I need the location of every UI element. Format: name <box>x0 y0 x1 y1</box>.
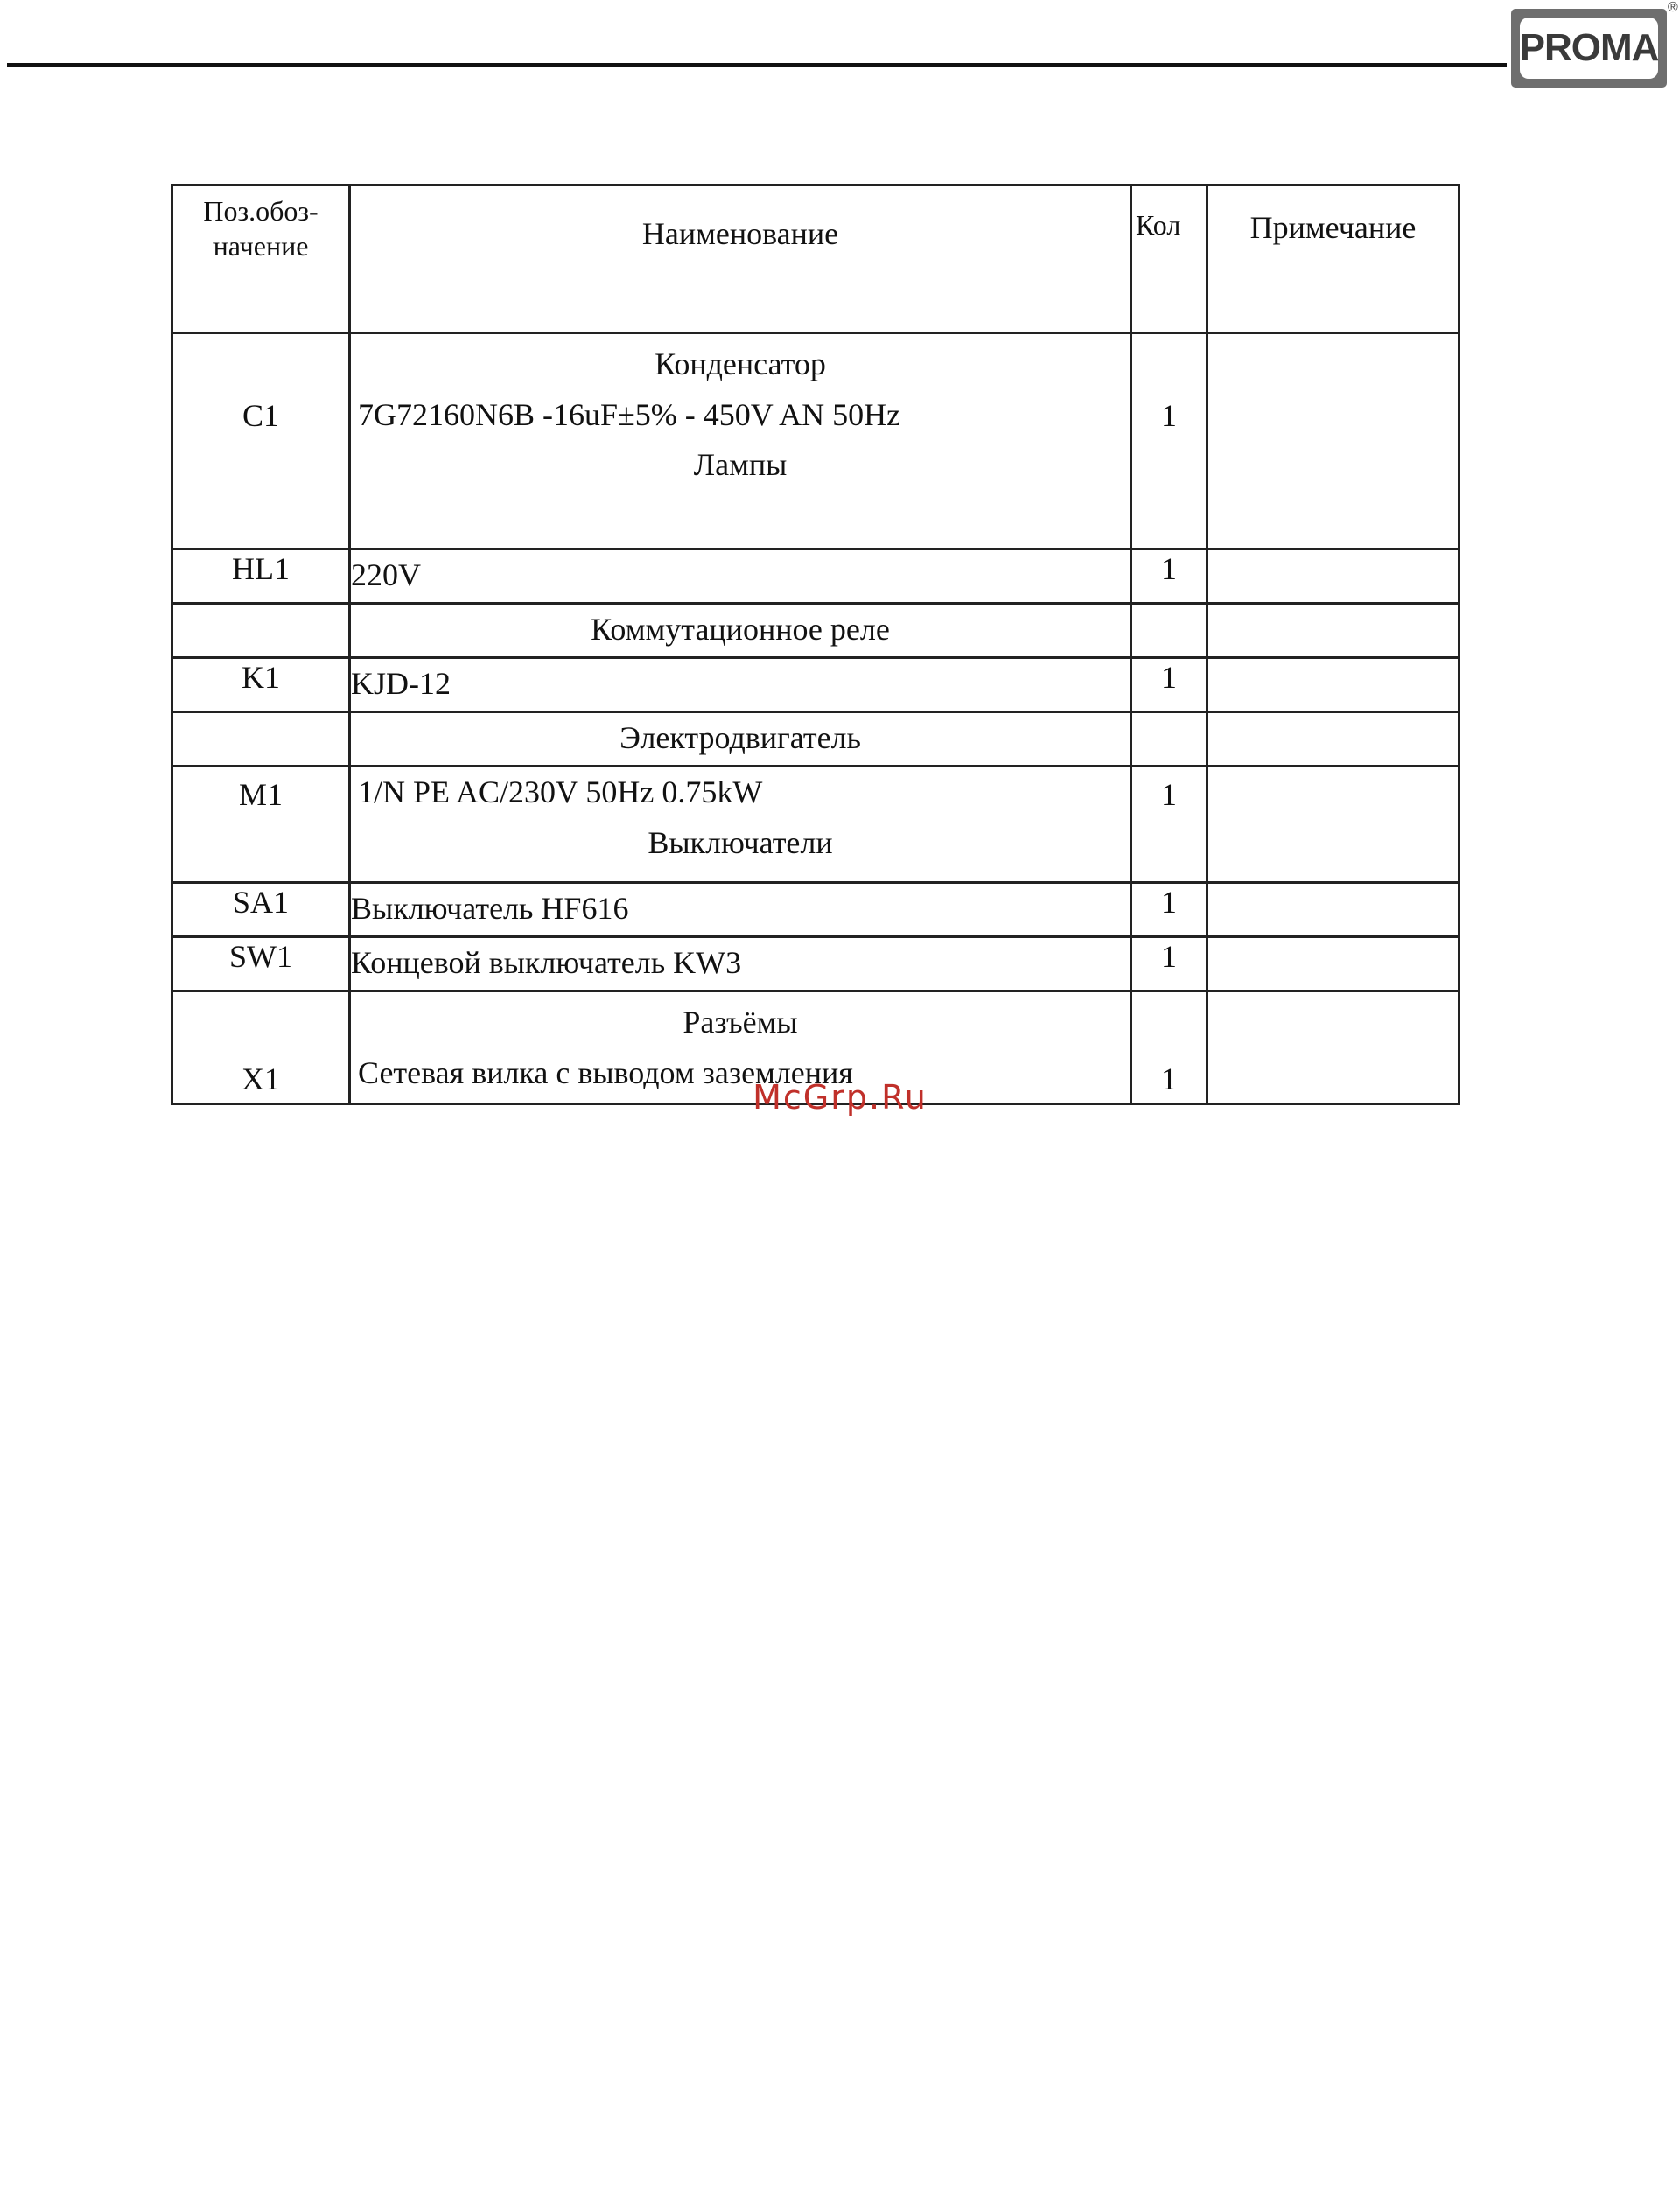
row-name: 220V <box>350 550 1131 604</box>
row-position: K1 <box>172 658 350 712</box>
row-quantity <box>1131 712 1208 766</box>
row-quantity: 1 <box>1131 766 1208 883</box>
row-note <box>1208 604 1460 658</box>
row-name: KJD-12 <box>350 658 1131 712</box>
row-name-cell <box>350 766 1131 883</box>
group-row <box>172 604 1460 658</box>
row-quantity: 1 <box>1131 937 1208 991</box>
proma-logo <box>1511 9 1667 88</box>
header-note: Примечание <box>1208 186 1460 333</box>
registered-mark: ® <box>1668 0 1678 15</box>
row-position: C1 <box>172 333 350 550</box>
header-rule <box>7 63 1507 67</box>
group-title: Электродвигатель <box>350 712 1131 766</box>
watermark-link[interactable]: McGrp.Ru <box>752 1078 928 1116</box>
row-position: SA1 <box>172 883 350 937</box>
group-title: Коммутационное реле <box>350 604 1131 658</box>
row-note <box>1208 883 1460 937</box>
row-note <box>1208 333 1460 550</box>
table-header-row <box>172 186 1460 333</box>
header-position: Поз.обоз-начение <box>172 186 350 333</box>
row-quantity: 1 <box>1131 658 1208 712</box>
row-note <box>1208 712 1460 766</box>
table-row <box>172 883 1460 937</box>
row-quantity <box>1131 604 1208 658</box>
group-title: Лампы <box>693 447 788 483</box>
group-title: Разъёмы <box>682 1004 798 1040</box>
row-position <box>172 604 350 658</box>
row-note <box>1208 550 1460 604</box>
header-name: Наименование <box>350 186 1131 333</box>
table-row <box>172 333 1460 550</box>
parts-list-table <box>171 184 1460 1105</box>
table-row <box>172 658 1460 712</box>
row-quantity: 1 <box>1131 333 1208 550</box>
row-position: X1 <box>172 991 350 1104</box>
row-note <box>1208 766 1460 883</box>
row-name: 1/N PE AC/230V 50Hz 0.75kW <box>358 774 763 809</box>
header-quantity: Кол <box>1131 186 1208 333</box>
table-row <box>172 766 1460 883</box>
row-note <box>1208 937 1460 991</box>
row-position: M1 <box>172 766 350 883</box>
row-position: SW1 <box>172 937 350 991</box>
row-name: Выключатель HF616 <box>350 883 1131 937</box>
row-quantity: 1 <box>1131 883 1208 937</box>
row-name: Сетевая вилка с выводом заземления <box>358 1054 853 1090</box>
row-position: HL1 <box>172 550 350 604</box>
table-row <box>172 937 1460 991</box>
row-position <box>172 712 350 766</box>
group-title: Выключатели <box>648 824 833 860</box>
row-quantity: 1 <box>1131 550 1208 604</box>
row-name: 7G72160N6B -16uF±5% - 450V AN 50Hz <box>358 396 901 432</box>
row-name-cell <box>350 333 1131 550</box>
row-quantity: 1 <box>1131 991 1208 1104</box>
row-note <box>1208 658 1460 712</box>
logo-text: PROMA <box>1520 18 1658 79</box>
table-row <box>172 550 1460 604</box>
row-name: Концевой выключатель KW3 <box>350 937 1131 991</box>
group-title: Конденсатор <box>654 346 826 382</box>
group-row <box>172 712 1460 766</box>
